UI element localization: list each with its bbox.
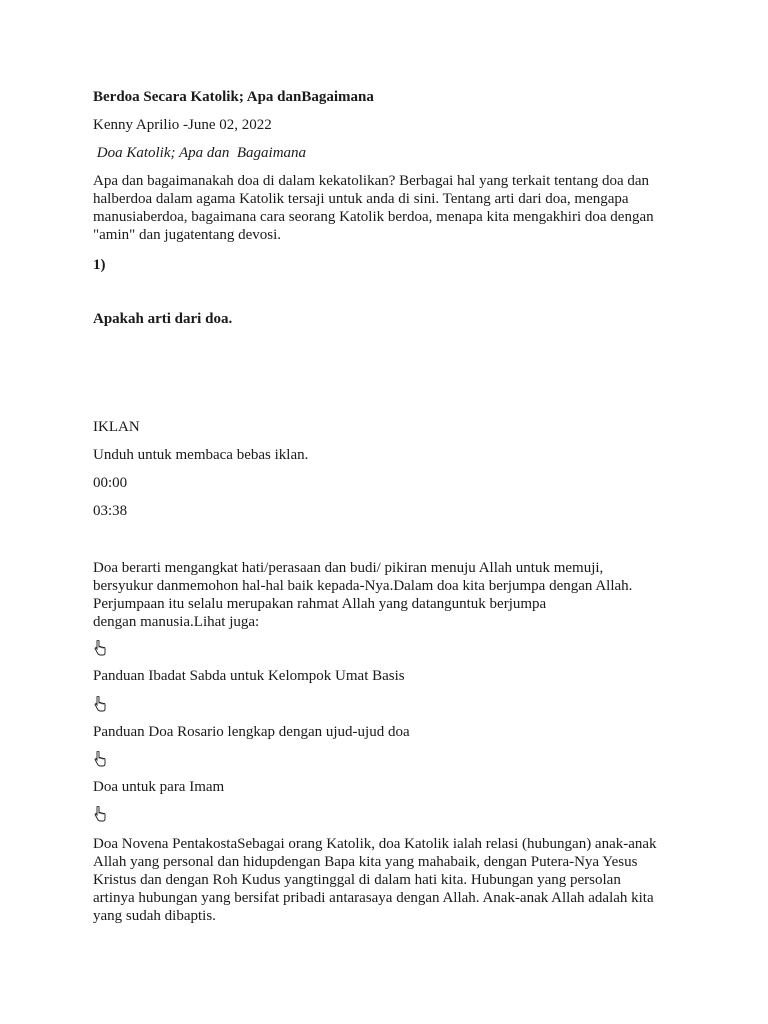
prayer-definition-paragraph [93, 559, 693, 631]
text-line: dengan manusia.Lihat juga: [93, 614, 260, 630]
related-link[interactable]: Panduan Ibadat Sabda untuk Kelompok Umat Basis [93, 668, 405, 684]
text-line: bersyukur danmemohon hal-hal baik kepada-Nya.Dalam doa kita berjumpa dengan Allah. [93, 578, 633, 594]
hand-pointing-icon [93, 640, 109, 656]
text-line: Doa Novena PentakostaSebagai orang Katolik, doa Katolik ialah relasi (hubungan) anak-anak [93, 836, 657, 852]
text-line: yang sudah dibaptis. [93, 908, 216, 924]
intro-paragraph [93, 172, 693, 244]
text-line: Kristus dan dengan Roh Kudus yangtinggal di dalam hati kita. Hubungan yang persolan [93, 872, 621, 888]
text-line: manusiaberdoa, bagaimana cara seorang Katolik berdoa, menapa kita mengakhiri doa dengan [93, 209, 654, 225]
hand-pointing-icon [93, 806, 109, 822]
document-title: Berdoa Secara Katolik; Apa danBagaimana [93, 89, 374, 105]
text-line: "amin" dan jugatentang devosi. [93, 227, 282, 243]
byline: Kenny Aprilio -June 02, 2022 [93, 117, 272, 133]
hand-pointing-icon [93, 751, 109, 767]
section-heading: Apakah arti dari doa. [93, 311, 233, 327]
text-line: Perjumpaan itu selalu merupakan rahmat Allah yang datanguntuk berjumpa [93, 596, 547, 612]
ad-label: IKLAN [93, 419, 140, 435]
ad-download-link[interactable]: Unduh untuk membaca bebas iklan. [93, 447, 309, 463]
related-link[interactable]: Panduan Doa Rosario lengkap dengan ujud-ujud doa [93, 724, 410, 740]
text-line: halberdoa dalam agama Katolik tersaji untuk anda di sini. Tentang arti dari doa, mengapa [93, 191, 629, 207]
catholic-prayer-paragraph [93, 835, 693, 925]
time-end: 03:38 [93, 503, 128, 519]
subtitle: Doa Katolik; Apa dan Bagaimana [93, 145, 307, 161]
hand-pointing-icon [93, 696, 109, 712]
section-number: 1) [93, 257, 106, 273]
related-link[interactable]: Doa untuk para Imam [93, 779, 225, 795]
text-line: artinya hubungan yang bersifat pribadi antarasaya dengan Allah. Anak-anak Allah adalah kita [93, 890, 654, 906]
text-line: Apa dan bagaimanakah doa di dalam kekatolikan? Berbagai hal yang terkait tentang doa dan [93, 173, 650, 189]
text-line: Doa berarti mengangkat hati/perasaan dan budi/ pikiran menuju Allah untuk memuji, [93, 560, 604, 576]
text-line: Allah yang personal dan hidupdengan Bapa kita yang mahabaik, dengan Putera-Nya Yesus [93, 854, 638, 870]
time-start: 00:00 [93, 475, 128, 491]
